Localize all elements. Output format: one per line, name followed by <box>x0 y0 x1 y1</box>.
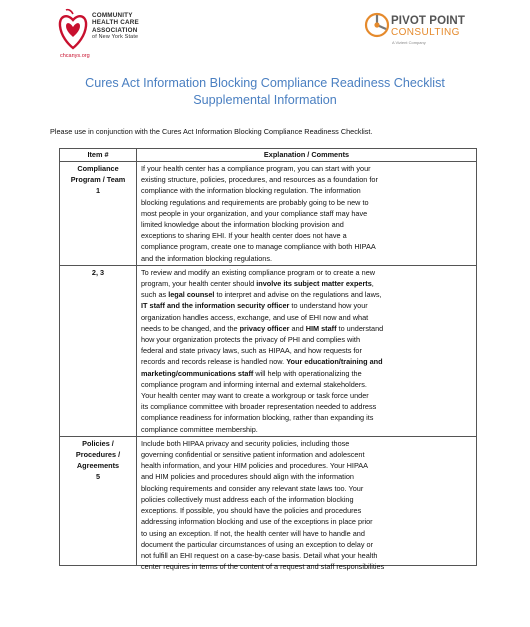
item-label-line: 5 <box>95 472 101 482</box>
explanation-line <box>141 424 472 435</box>
explanation-clip <box>141 438 472 572</box>
explanation-line <box>141 253 472 264</box>
text-segment: To review and modify an existing compliance program or to create a new <box>141 267 376 277</box>
item-label-line: 2, 3 <box>91 267 105 277</box>
apple-heart-icon <box>58 8 88 52</box>
explanation-line <box>141 379 472 390</box>
text-segment: not fulfill an EHI request on a case-by-case basis. Detail what your health <box>141 550 378 560</box>
text-segment: document the particular circumstances of using an exception to delay or <box>141 539 374 549</box>
explanation-line <box>141 219 472 230</box>
explanation-line <box>141 356 472 367</box>
bold-text: marketing/communications staff <box>141 368 254 378</box>
text-segment: exceptions to sharing EHI. If your health center does not have a <box>141 231 347 241</box>
explanation-cell <box>137 162 477 266</box>
item-number-cell <box>60 436 137 565</box>
text-segment: , <box>371 279 374 289</box>
table-row <box>60 265 477 436</box>
explanation-line <box>141 278 472 289</box>
explanation-line <box>141 345 472 356</box>
item-label-line: Compliance <box>77 164 119 173</box>
text-segment: compliance program, create one to manage compliance with both HIPAA <box>141 242 376 252</box>
item-label-line: 1 <box>95 186 101 196</box>
item-number-cell <box>60 265 137 436</box>
text-segment: to interpret and advise on the regulations and laws, <box>214 290 382 300</box>
text-segment: and <box>289 323 306 333</box>
explanation-line <box>141 483 472 494</box>
text-segment: will help with operationalizing the <box>253 368 362 378</box>
explanation-cell <box>137 265 477 436</box>
text-segment: Your health center may want to create a workgroup or task force under <box>141 391 369 401</box>
item-label-line: Agreements <box>76 461 120 471</box>
bold-text: involve its subject matter experts <box>256 279 372 289</box>
text-segment: federal and state privacy laws, such as HIPAA, and how requests for <box>141 346 362 356</box>
text-segment: program, your health center should <box>141 279 257 289</box>
table-row <box>60 162 477 266</box>
explanation-line <box>141 312 472 323</box>
text-segment: center requires in terms of the content of a request and staff responsibilities <box>141 562 385 572</box>
text-segment: policies collectively must address each of the information blocking <box>141 494 354 504</box>
explanation-line <box>141 539 472 550</box>
header-item-number: Item # <box>60 149 137 162</box>
text-segment: records and records release is handled now. <box>141 357 287 367</box>
explanation-line <box>141 174 472 185</box>
chca-url: chcanys.org <box>60 53 90 59</box>
explanation-line <box>141 528 472 539</box>
text-segment: most people in your organization, and your compliance staff may have <box>141 208 368 218</box>
text-segment: exceptions. If possible, you should have the policies and procedures <box>141 506 362 516</box>
text-segment: governing confidential or sensitive patient information and adolescent <box>141 450 365 460</box>
text-segment: how your organization protects the privacy of PHI and complies with <box>141 335 361 345</box>
explanation-line <box>141 163 472 174</box>
item-label-line: Procedures / <box>75 450 121 460</box>
explanation-line <box>141 289 472 300</box>
bold-text: IT staff and the information security officer <box>141 301 290 311</box>
text-segment: limited knowledge about the information blocking provision and <box>141 220 344 230</box>
explanation-line <box>141 401 472 412</box>
explanation-line <box>141 334 472 345</box>
explanation-line <box>141 494 472 505</box>
item-number-cell <box>60 162 137 266</box>
text-segment: to understand <box>336 323 384 333</box>
text-segment: such as <box>141 290 169 300</box>
chca-name: COMMUNITY HEALTH CARE ASSOCIATION of New York State <box>92 12 139 40</box>
explanation-line <box>141 323 472 334</box>
pivot-point-name: PIVOT POINT <box>391 15 465 27</box>
explanation-cell <box>137 436 477 572</box>
pivot-point-consulting: CONSULTING <box>391 27 460 38</box>
document-title <box>0 75 530 109</box>
text-segment: health information, and your HIM policies and procedures. Your HIPAA <box>141 461 369 471</box>
bold-text: legal counsel <box>168 290 215 300</box>
explanation-line <box>141 460 472 471</box>
text-segment: addressing information blocking and use of the exceptions in place prior <box>141 517 373 527</box>
title-line-1: Cures Act Information Blocking Compliance Readiness Checklist <box>85 76 445 90</box>
chca-logo <box>58 8 198 64</box>
table-header-row <box>60 149 477 162</box>
checklist-table <box>59 148 477 572</box>
text-segment: compliance with the information blocking regulation. The information <box>141 186 361 196</box>
bold-text: HIM staff <box>305 323 337 333</box>
header-explanation: Explanation / Comments <box>137 149 477 162</box>
title-line-2: Supplemental Information <box>193 93 337 107</box>
text-segment: blocking regulations and requirements are probably going to be new to <box>141 197 369 207</box>
explanation-line <box>141 241 472 252</box>
item-label-line: Program / Team <box>70 175 126 185</box>
text-segment: Include both HIPAA privacy and security policies, including those <box>141 438 350 448</box>
text-segment: If your health center has a compliance program, you can start with your <box>141 164 371 173</box>
explanation-line <box>141 505 472 516</box>
text-segment: blocking requirements and consider any relevant state laws too. Your <box>141 483 364 493</box>
text-segment: to using an exception. If not, the health center will have to handle and <box>141 528 365 538</box>
explanation-line <box>141 438 472 449</box>
text-segment: organization handles access, exchange, and use of EHI now and what <box>141 312 369 322</box>
bold-text: Your education/training and <box>286 357 383 367</box>
text-segment: its compliance committee with broader representation needed to address <box>141 402 377 412</box>
explanation-line <box>141 185 472 196</box>
text-segment: compliance program and informing internal and external stakeholders. <box>141 379 367 389</box>
intro-text: Please use in conjunction with the Cures Act Information Blocking Compliance Readiness Checklist. <box>50 127 373 136</box>
text-segment: compliance readiness for information blocking, rather than expanding its <box>141 413 374 423</box>
text-segment: and HIM policies and procedures should align with the information <box>141 472 354 482</box>
explanation-line <box>141 390 472 401</box>
explanation-line <box>141 412 472 423</box>
explanation-line <box>141 449 472 460</box>
explanation-line <box>141 197 472 208</box>
explanation-line <box>141 368 472 379</box>
text-segment: needs to be changed, and the <box>141 323 240 333</box>
item-label-line: Policies / <box>82 438 114 448</box>
table-row <box>60 436 477 565</box>
explanation-line <box>141 208 472 219</box>
explanation-line <box>141 471 472 482</box>
explanation-line <box>141 550 472 561</box>
text-segment: and the information blocking regulations. <box>141 253 273 263</box>
pivot-point-logo <box>364 12 494 52</box>
text-segment: to understand how your <box>289 301 368 311</box>
bold-text: privacy officer <box>239 323 290 333</box>
explanation-line <box>141 267 472 278</box>
explanation-line <box>141 561 472 572</box>
text-segment: compliance committee membership. <box>141 424 258 434</box>
explanation-line <box>141 516 472 527</box>
pivot-point-tagline: A Vizient Company <box>392 40 426 45</box>
explanation-line <box>141 230 472 241</box>
pivot-point-mark-icon <box>364 12 390 38</box>
text-segment: existing structure, policies, procedures, and resources as a foundation for <box>141 175 378 185</box>
explanation-line <box>141 300 472 311</box>
